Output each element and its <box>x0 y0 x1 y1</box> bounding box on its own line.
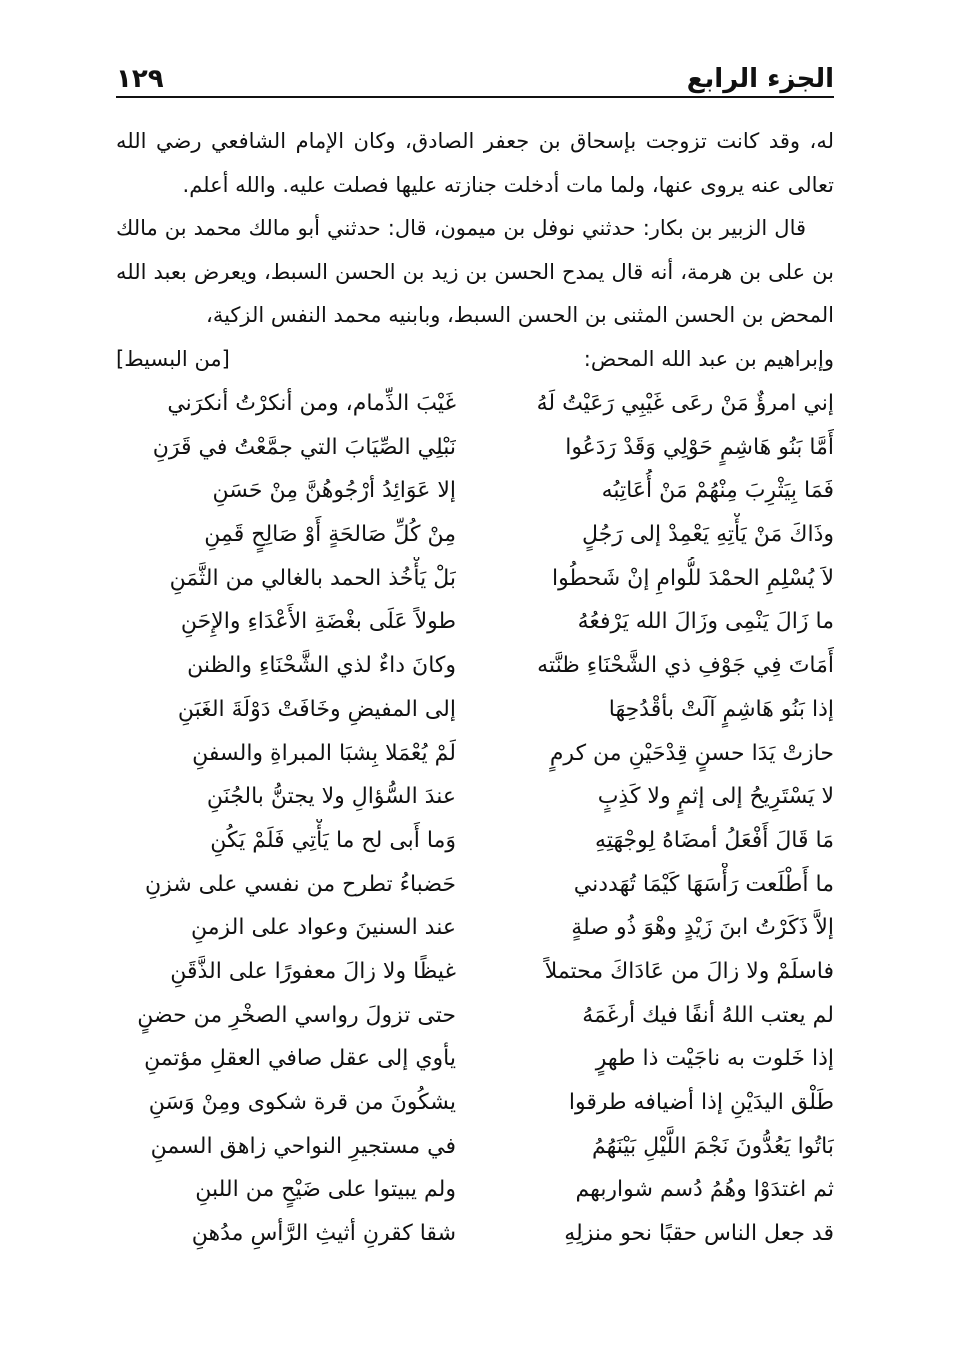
verse-second-hemistich: في مستجيرِ النواحي زاهق السمنِ <box>150 1133 456 1159</box>
paragraph-3 <box>116 338 834 382</box>
page-number: ١٢٩ <box>116 64 164 94</box>
verse-first-hemistich: أَمَّا بَنُو هَاشِمٍ حَوْلِي وَقَدْ رَدَعُوا <box>565 434 834 460</box>
verse-second-hemistich: إلا عَوَائِدُ أرْجُوهُنَّ مِنْ حَسَنِ <box>212 478 456 504</box>
verse-first-hemistich: أَمَاتَ فِي جَوْفِ ذي الشَّحْنَاءِ ظنَّته <box>537 653 834 679</box>
verse-row <box>116 1037 834 1081</box>
verse-first-hemistich: لا يَسْتَرِيحُ إلى إثمٍ ولا كَذِبٍ <box>597 784 834 810</box>
verse-row <box>116 469 834 513</box>
verse-first-hemistich: وذَاكَ مَنْ يَأْتِهِ يَعْمِدْ إلى رَجُلٍ <box>582 522 834 548</box>
verse-row <box>116 688 834 732</box>
verse-first-hemistich: حازتْ يَدَا حسنٍ قِدْحَيْنِ من كرمٍ <box>549 740 834 766</box>
verse-first-hemistich: فَمَا بِيَثْرِبَ مِنْهُمْ مَنْ أُعَاتِبُه <box>601 478 834 504</box>
verse-second-hemistich: ولم يبيتوا على ضَيْحٍ من اللبنِ <box>195 1177 456 1203</box>
verse-second-hemistich: عندَ السُّؤالِ ولا يجتنُّ بالجُنَنِ <box>206 784 456 810</box>
verse-second-hemistich: شقا كقرنِ أثيثِ الرَّأسِ مدُهنِ <box>191 1221 456 1247</box>
verse-first-hemistich: قد جعل الناس حقبًا نحو منزلِهِ <box>564 1221 834 1247</box>
verse-second-hemistich: حَضباءُ تطرح من نفسي على شزنِ <box>144 871 456 897</box>
verse-row <box>116 1081 834 1125</box>
verse-row <box>116 863 834 907</box>
verse-row <box>116 513 834 557</box>
verse-first-hemistich: فاسلَمْ ولا زالَ من عَادَاكَ محتملاً <box>544 958 834 984</box>
verse-second-hemistich: إلى المفيضِ وخَافَتْ دَوْلَةَ الغَبَنِ <box>177 696 456 722</box>
verse-second-hemistich: عند السنينَ وعواد على الزمنِ <box>190 915 456 941</box>
section-title: الجزء الرابع <box>686 64 834 94</box>
header-rule <box>116 96 834 98</box>
verse-second-hemistich: نَبْلِي الصِّيَابَ التي جمَّعْتُ في قَرَنِ <box>152 434 456 460</box>
verse-first-hemistich: ثم اغتدَوْا وهُمُ دُسم شواربهم <box>575 1177 834 1203</box>
verse-first-hemistich: بَاتُوا يَعُدُّونَ نَجْمَ اللَّيْلِ بَيْنَهُمُ <box>591 1133 834 1159</box>
verse-second-hemistich: مِنْ كُلِّ صَالحَةٍ أَوْ صَالِحٍ قَمِنِ <box>204 522 456 548</box>
verse-second-hemistich: لَمْ يُعْمَلا بِشبَا المبراةِ والسفنِ <box>192 740 456 766</box>
verse-row <box>116 600 834 644</box>
paragraph-2: قال الزبير بن بكار: حدثني نوفل بن ميمون، قال: حدثني أبو مالك محمد بن مالك بن على بن هرمة، أنه قال يمدح الحسن بن زيد بن الحسن السبط، ويعرض بعبد الله المحض بن الحسن المثنى بن الحسن السبط، وبابنيه محمد النفس الزكية، <box>116 216 834 327</box>
paragraph-3-text: وإبراهيم بن عبد الله المحض: <box>583 346 834 371</box>
verse-row <box>116 1125 834 1169</box>
poem <box>116 382 834 1256</box>
paragraph-1: له، وقد كانت تزوجت بإسحاق بن جعفر الصادق، وكان الإمام الشافعي رضي الله تعالى عنه يروى عنها، ولما مات أدخلت جنازته عليها فصلت عليه. والله أعلم. <box>116 129 834 197</box>
verse-row <box>116 1168 834 1212</box>
verse-first-hemistich: إذا بَنُو هَاشِمٍ آلَتْ بأقْدُحِهَا <box>608 696 834 722</box>
verse-row <box>116 426 834 470</box>
running-head <box>116 52 834 94</box>
verse-first-hemistich: ما أَطْلَعت رَأْسَهَا كَيْمَا تُهَددني <box>573 871 834 897</box>
verse-first-hemistich: إني امرؤٌ مَنْ رعَى غَيْبِي رَعَيْتُ لَهُ <box>536 391 834 416</box>
verse-second-hemistich: طولاً عَلَى بغْضَةِ الأَعْدَاءِ والإِحَنِ <box>180 609 456 635</box>
verse-first-hemistich: مَا قَالَ أَفْعَلُ أمضَاهُ لِوجْهَتِهِ <box>594 827 834 853</box>
verse-first-hemistich: ما زَالَ يَنْمِى وزَالَ الله يَرْفعُهُ <box>577 609 834 635</box>
verse-first-hemistich: إلاَّ ذَكَرْتُ ابنَ زَيْدٍ وهْوَ ذُو صلةٍ <box>571 915 834 941</box>
verse-row <box>116 1212 834 1256</box>
verse-row <box>116 819 834 863</box>
verse-second-hemistich: غَيْبَ الذِّمام، ومن أنكرْتُ أنكرَني <box>167 391 456 416</box>
verse-first-hemistich: لم يعتب اللهُ أنفًا فيك أرغَمَهُ <box>582 1002 834 1028</box>
verse-row <box>116 644 834 688</box>
verse-row <box>116 382 834 426</box>
verse-second-hemistich: يشكُونَ من قرة شكوى ومِنْ وَسَنِ <box>148 1090 456 1115</box>
verse-first-hemistich: طَلْق اليدَيْنِ إذا أضيافه طرقوا <box>568 1090 834 1115</box>
verse-first-hemistich: لاَ يُسْلِمِ الحمْدَ للُّوامِ إنْ شَحطُوا <box>552 565 834 591</box>
verse-second-hemistich: وكانَ داءٌ لذي الشَّحْنَاءِ والظنن <box>187 653 456 679</box>
verse-row <box>116 994 834 1038</box>
verse-second-hemistich: وَما أَبى لح ما يَأْتِي فَلَمْ يَكُنِ <box>210 827 456 853</box>
verse-second-hemistich: يأوي إلى عقل صافي العقلِ مؤتمنِ <box>144 1046 456 1072</box>
verse-first-hemistich: إذا خَلوت به ناجَيْت ذا طهرٍ <box>595 1046 834 1072</box>
verse-row <box>116 775 834 819</box>
verse-second-hemistich: بَلْ يَأْخُذ الحمد بالغالي من الثَّمَنِ <box>169 565 456 591</box>
verse-second-hemistich: غيظًا ولا زالَ معفورًا على الذَّقَنِ <box>170 958 456 984</box>
verse-second-hemistich: حتى تزولَ رواسي الصخْرِ من حضنٍ <box>137 1002 456 1028</box>
verse-row <box>116 557 834 601</box>
verse-row <box>116 950 834 994</box>
verse-row <box>116 732 834 776</box>
prose-block <box>116 120 834 381</box>
meter-label: [من البسيط] <box>116 346 230 371</box>
verse-row <box>116 906 834 950</box>
